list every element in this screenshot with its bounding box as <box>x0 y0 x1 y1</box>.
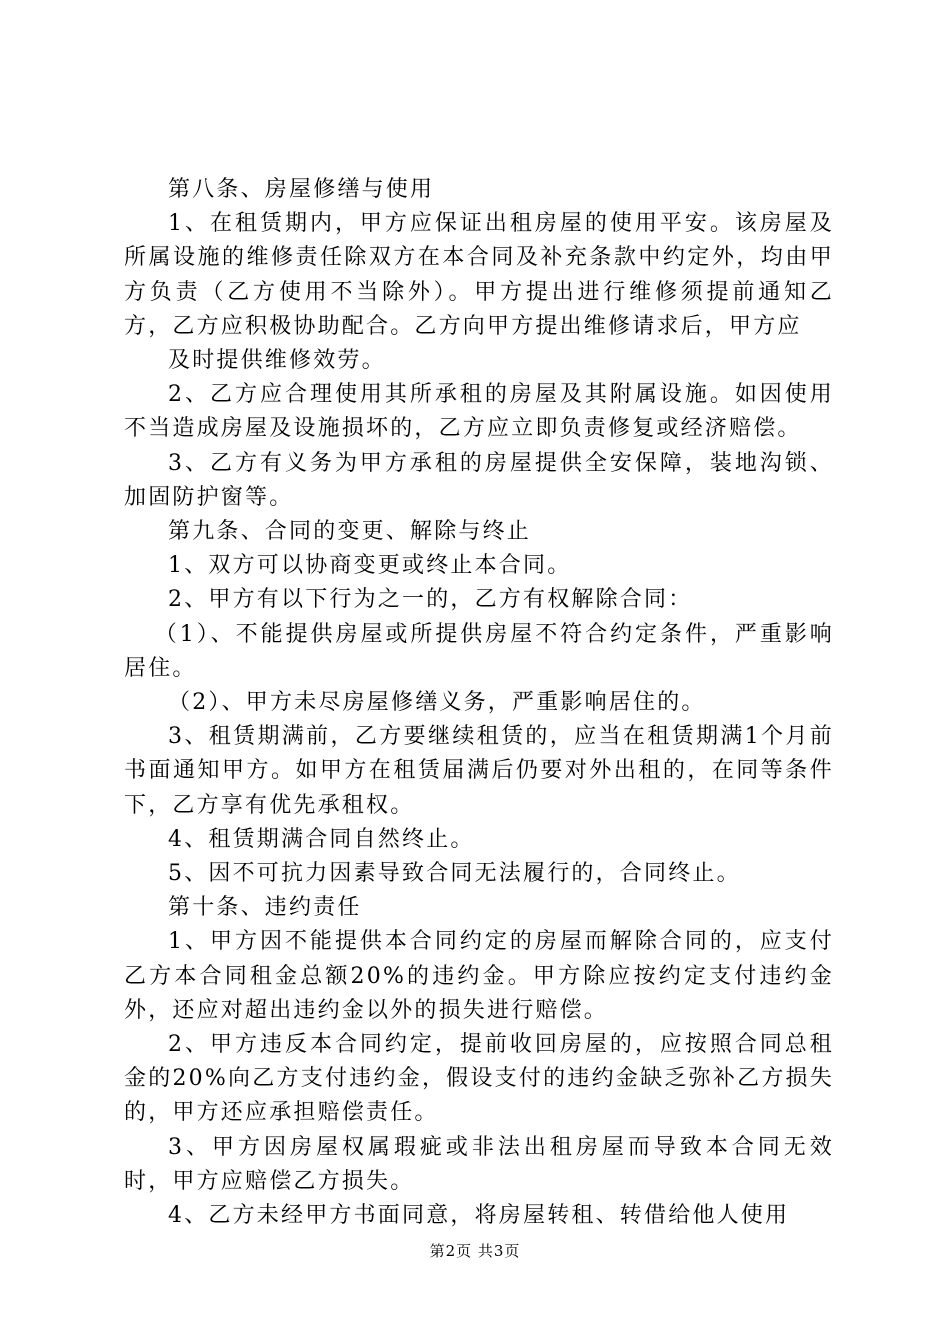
article-8-heading: 第八条、房屋修缮与使用 <box>168 177 435 202</box>
paragraph: 及时提供维修效劳。 <box>168 348 386 374</box>
article-9-heading: 第九条、合同的变更、解除与终止 <box>168 519 532 545</box>
paragraph: 2、甲方违反本合同约定，提前收回房屋的，应按照合同总租金的20%向乙方支付违约金，假设支付的违约金缺乏弥补乙方损失的，甲方还应承担赔偿责任。 <box>124 1032 834 1126</box>
paragraph: 3、乙方有义务为甲方承租的房屋提供全安保障，装地沟锁、加固防护窗等。 <box>124 450 834 510</box>
paragraph: （1）、不能提供房屋或所提供房屋不符合约定条件，严重影响居住。 <box>124 621 834 681</box>
paragraph: （2）、甲方未尽房屋修缮义务，严重影响居住的。 <box>168 690 706 716</box>
paragraph: 1、在租赁期内，甲方应保证出租房屋的使用平安。该房屋及所属设施的维修责任除双方在本合同及补充条款中约定外，均由甲方负责（乙方使用不当除外）。甲方提出进行维修须提前通知乙方，乙方应积极协助配合。乙方向甲方提出维修请求后，甲方应 <box>124 211 834 339</box>
article-10-heading: 第十条、违约责任 <box>168 895 362 921</box>
paragraph: 4、乙方未经甲方书面同意，将房屋转租、转借给他人使用 <box>168 1203 790 1229</box>
page-footer: 第2页 共3页 <box>429 1242 521 1260</box>
paragraph: 4、租赁期满合同自然终止。 <box>168 826 475 852</box>
paragraph: 5、因不可抗力因素导致合同无法履行的，合同终止。 <box>168 861 741 887</box>
paragraph: 3、甲方因房屋权属瑕疵或非法出租房屋而导致本合同无效时，甲方应赔偿乙方损失。 <box>124 1134 834 1194</box>
paragraph: 2、乙方应合理使用其所承租的房屋及其附属设施。如因使用不当造成房屋及设施损坏的，乙方应立即负责修复或经济赔偿。 <box>124 382 834 442</box>
paragraph: 2、甲方有以下行为之一的，乙方有权解除合同： <box>168 587 693 613</box>
paragraph: 1、甲方因不能提供本合同约定的房屋而解除合同的，应支付乙方本合同租金总额20%的违约金。甲方除应按约定支付违约金外，还应对超出违约金以外的损失进行赔偿。 <box>124 929 834 1023</box>
paragraph: 3、租赁期满前，乙方要继续租赁的，应当在租赁期满1个月前书面通知甲方。如甲方在租赁届满后仍要对外出租的，在同等条件下，乙方享有优先承租权。 <box>124 724 834 818</box>
document-body <box>124 173 834 1233</box>
paragraph: 1、双方可以协商变更或终止本合同。 <box>168 553 572 579</box>
